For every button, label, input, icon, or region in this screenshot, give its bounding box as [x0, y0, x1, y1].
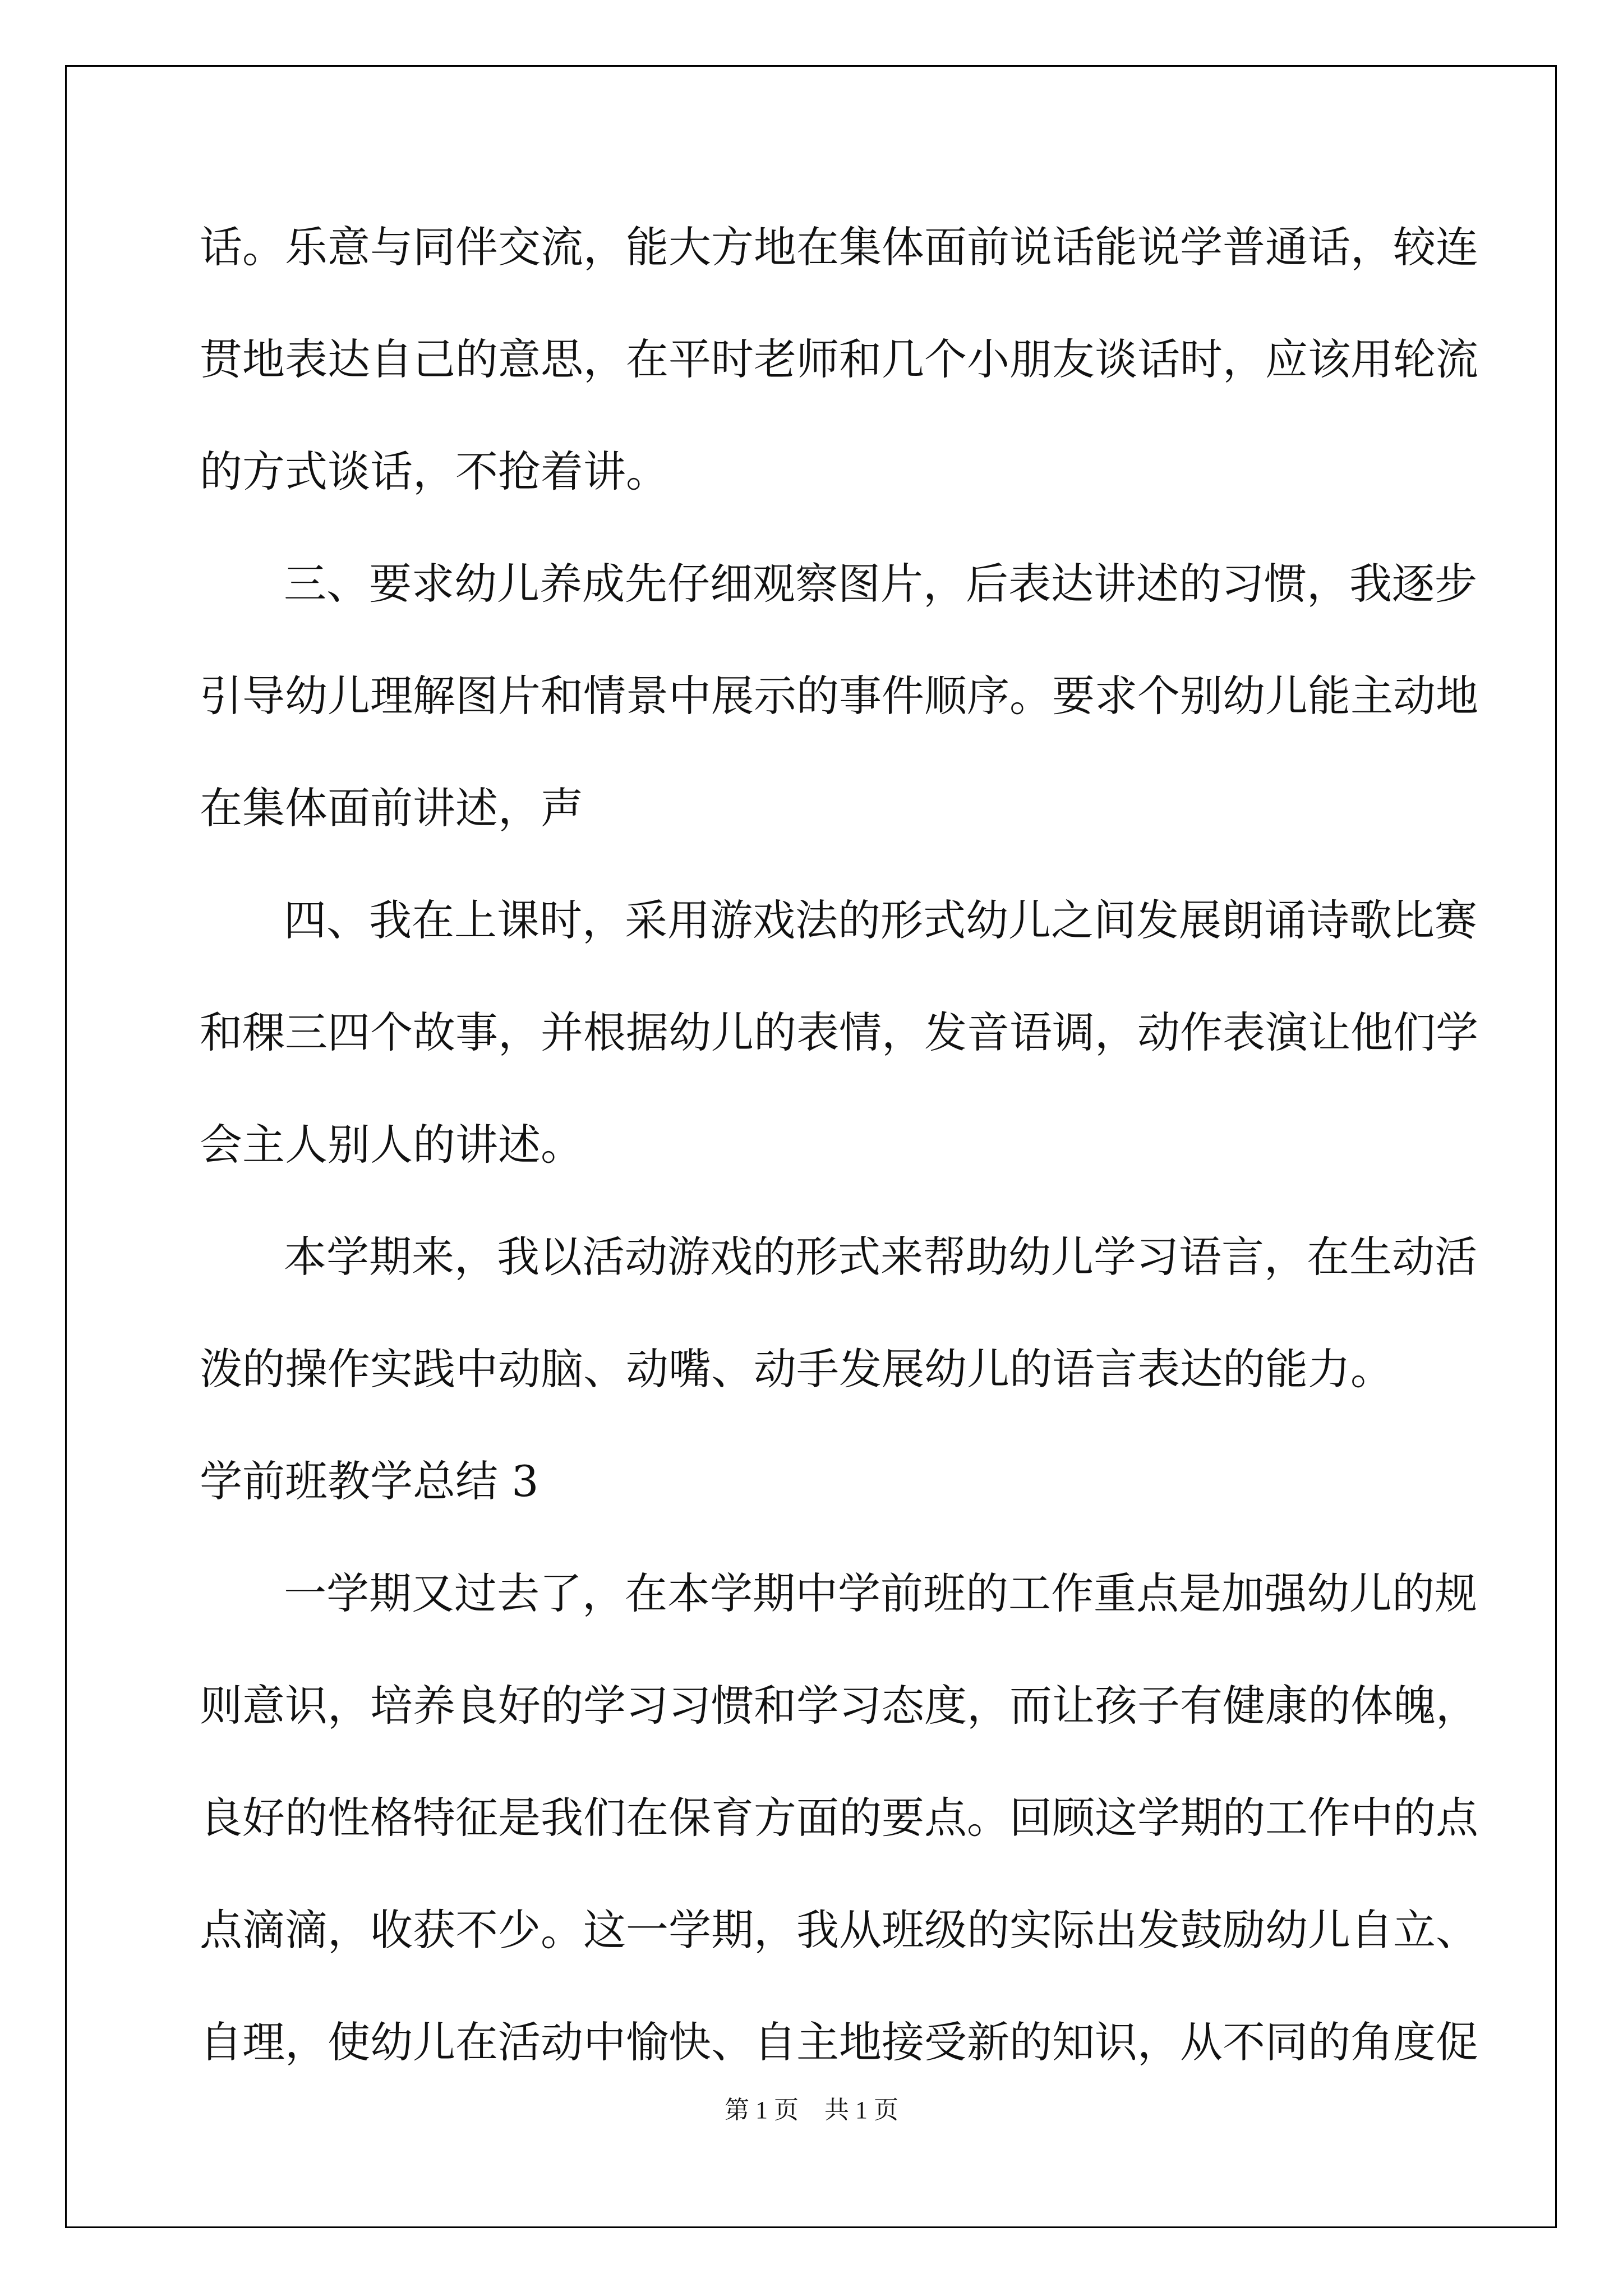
page-number-current: 第 1 页 — [725, 2096, 799, 2124]
body-text-line: 本学期来，我以活动游戏的形式来帮助幼儿学习语言，在生动活 — [284, 1232, 1477, 1282]
body-text-line: 泼的操作实践中动脑、动嘴、动手发展幼儿的语言表达的能力。 — [200, 1344, 1393, 1394]
body-text-line: 四、我在上课时，采用游戏法的形式幼儿之间发展朗诵诗歌比赛 — [284, 895, 1477, 945]
body-text-line: 的方式谈话，不抢着讲。 — [200, 447, 668, 496]
body-text-line: 和稞三四个故事，并根据幼儿的表情，发音语调，动作表演让他们学 — [200, 1007, 1478, 1057]
body-text-line: 在集体面前讲述，声 — [200, 783, 583, 833]
body-text-line: 引导幼儿理解图片和情景中展示的事件顺序。要求个别幼儿能主动地 — [200, 671, 1478, 721]
body-text-line: 贯地表达自己的意思，在平时老师和几个小朋友谈话时，应该用轮流 — [200, 334, 1478, 384]
body-text-line: 良好的性格特征是我们在保育方面的要点。回顾这学期的工作中的点 — [200, 1793, 1478, 1843]
page-number-total: 共 1 页 — [824, 2096, 898, 2124]
body-text-line: 点滴滴，收获不少。这一学期，我从班级的实际出发鼓励幼儿自立、 — [200, 1905, 1478, 1955]
body-text-line: 一学期又过去了，在本学期中学前班的工作重点是加强幼儿的规 — [284, 1568, 1477, 1618]
body-text-line: 自理，使幼儿在活动中愉快、自主地接受新的知识，从不同的角度促 — [200, 2017, 1478, 2067]
body-text-line: 话。乐意与同伴交流，能大方地在集体面前说话能说学普通话，较连 — [200, 222, 1478, 272]
body-text-line: 三、要求幼儿养成先仔细观察图片，后表达讲述的习惯，我逐步 — [284, 559, 1477, 609]
page-footer — [0, 2096, 1623, 2124]
body-text-line: 则意识，培养良好的学习习惯和学习态度，而让孩子有健康的体魄， — [200, 1681, 1478, 1731]
body-text-line: 会主人别人的讲述。 — [200, 1120, 583, 1170]
section-heading: 学前班教学总结 3 — [200, 1456, 539, 1506]
